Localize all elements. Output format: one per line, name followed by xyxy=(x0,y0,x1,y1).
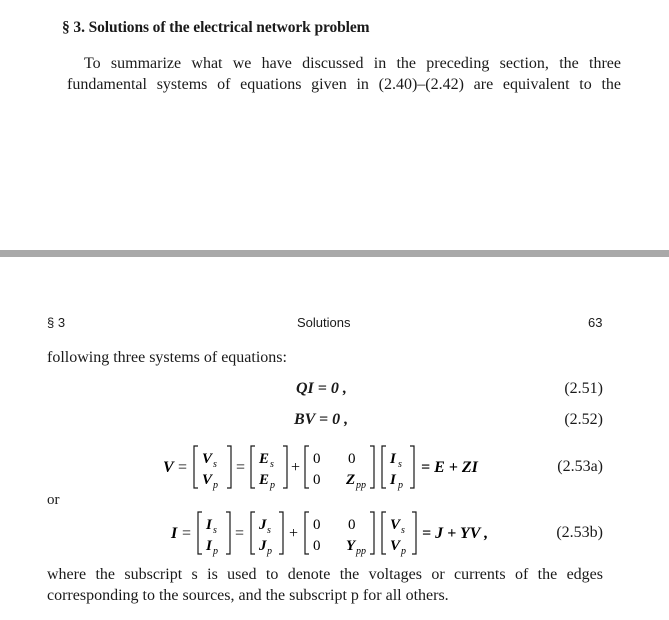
svg-text:J: J xyxy=(259,517,267,533)
svg-text:V: V xyxy=(202,451,213,467)
svg-text:Y: Y xyxy=(346,538,356,554)
svg-text:s: s xyxy=(213,525,217,536)
eq-2-53b-rhs: = J + YV , xyxy=(422,525,489,542)
svg-text:=: = xyxy=(235,525,245,542)
eq-2-53b-vector-2 xyxy=(251,512,283,557)
svg-text:pp: pp xyxy=(356,480,366,491)
svg-text:s: s xyxy=(398,459,402,470)
page-divider xyxy=(0,250,669,257)
equation-number-2-53b: (2.53b) xyxy=(556,524,603,541)
eq-2-53b-vector-1 xyxy=(198,512,230,557)
eq-2-53a-lhs: V xyxy=(163,459,174,476)
svg-text:p: p xyxy=(270,480,275,491)
svg-text:p: p xyxy=(213,546,218,557)
eq-2-53a-matrix xyxy=(305,446,374,491)
svg-text:pp: pp xyxy=(356,546,366,557)
svg-text:s: s xyxy=(270,459,274,470)
svg-text:+: + xyxy=(289,525,299,542)
running-header-title: Solutions xyxy=(297,315,351,330)
svg-text:s: s xyxy=(213,459,217,470)
eq-2-53b-matrix xyxy=(305,512,374,557)
eq-2-53b-lhs: I xyxy=(171,525,178,542)
svg-text:p: p xyxy=(398,480,403,491)
svg-text:V: V xyxy=(390,517,401,533)
eq-2-53a-equals: = xyxy=(178,459,188,476)
eq-2-53b-equals: = xyxy=(182,525,192,542)
closing-text-line-1: where the subscript s is used to denote the voltages or currents of the edges xyxy=(47,566,603,583)
svg-text:V: V xyxy=(202,472,213,488)
svg-text:p: p xyxy=(401,546,406,557)
svg-text:0: 0 xyxy=(313,472,321,488)
svg-text:=: = xyxy=(236,459,246,476)
svg-text:V: V xyxy=(390,538,401,554)
intro-text-line-2: fundamental systems of equations given in (2.40)–(2.42) are equivalent to the xyxy=(67,76,621,93)
svg-text:p: p xyxy=(213,480,218,491)
equation-2-53b xyxy=(0,502,540,562)
svg-text:I: I xyxy=(206,517,212,533)
svg-text:I: I xyxy=(390,472,396,488)
svg-text:J: J xyxy=(259,538,267,554)
svg-text:0: 0 xyxy=(313,517,321,533)
eq-2-53a-vector-1 xyxy=(194,446,231,491)
svg-text:0: 0 xyxy=(313,451,321,467)
svg-text:E: E xyxy=(259,451,270,467)
connector-or: or xyxy=(47,492,60,508)
svg-text:s: s xyxy=(401,525,405,536)
svg-text:I: I xyxy=(206,538,212,554)
svg-text:I: I xyxy=(390,451,396,467)
intro-text-line-1: To summarize what we have discussed in the preceding section, the three xyxy=(84,55,621,72)
svg-text:0: 0 xyxy=(313,538,321,554)
running-header-section: § 3 xyxy=(47,315,66,330)
lead-in-text: following three systems of equations: xyxy=(47,349,287,366)
svg-text:E: E xyxy=(259,472,270,488)
svg-text:s: s xyxy=(267,525,271,536)
section-heading: § 3. Solutions of the electrical network problem xyxy=(62,19,370,36)
svg-text:0: 0 xyxy=(348,517,356,533)
equation-number-2-53a: (2.53a) xyxy=(557,458,603,475)
equation-2-52: BV = 0 , xyxy=(294,411,349,428)
svg-text:+: + xyxy=(291,459,301,476)
closing-text-line-2: corresponding to the sources, and the subscript p for all others. xyxy=(47,587,449,604)
page-number: 63 xyxy=(588,315,603,330)
equation-number-2-51: (2.51) xyxy=(564,380,603,397)
svg-text:p: p xyxy=(267,546,272,557)
eq-2-53b-vector-3 xyxy=(382,512,416,557)
eq-2-53a-vector-3 xyxy=(382,446,414,491)
eq-2-53a-vector-2 xyxy=(251,446,287,491)
equation-2-53a xyxy=(0,436,540,496)
svg-text:0: 0 xyxy=(348,451,356,467)
equation-number-2-52: (2.52) xyxy=(564,411,603,428)
eq-2-53a-rhs: = E + ZI xyxy=(421,459,478,476)
equation-2-51: QI = 0 , xyxy=(296,380,347,397)
svg-text:Z: Z xyxy=(346,472,356,488)
